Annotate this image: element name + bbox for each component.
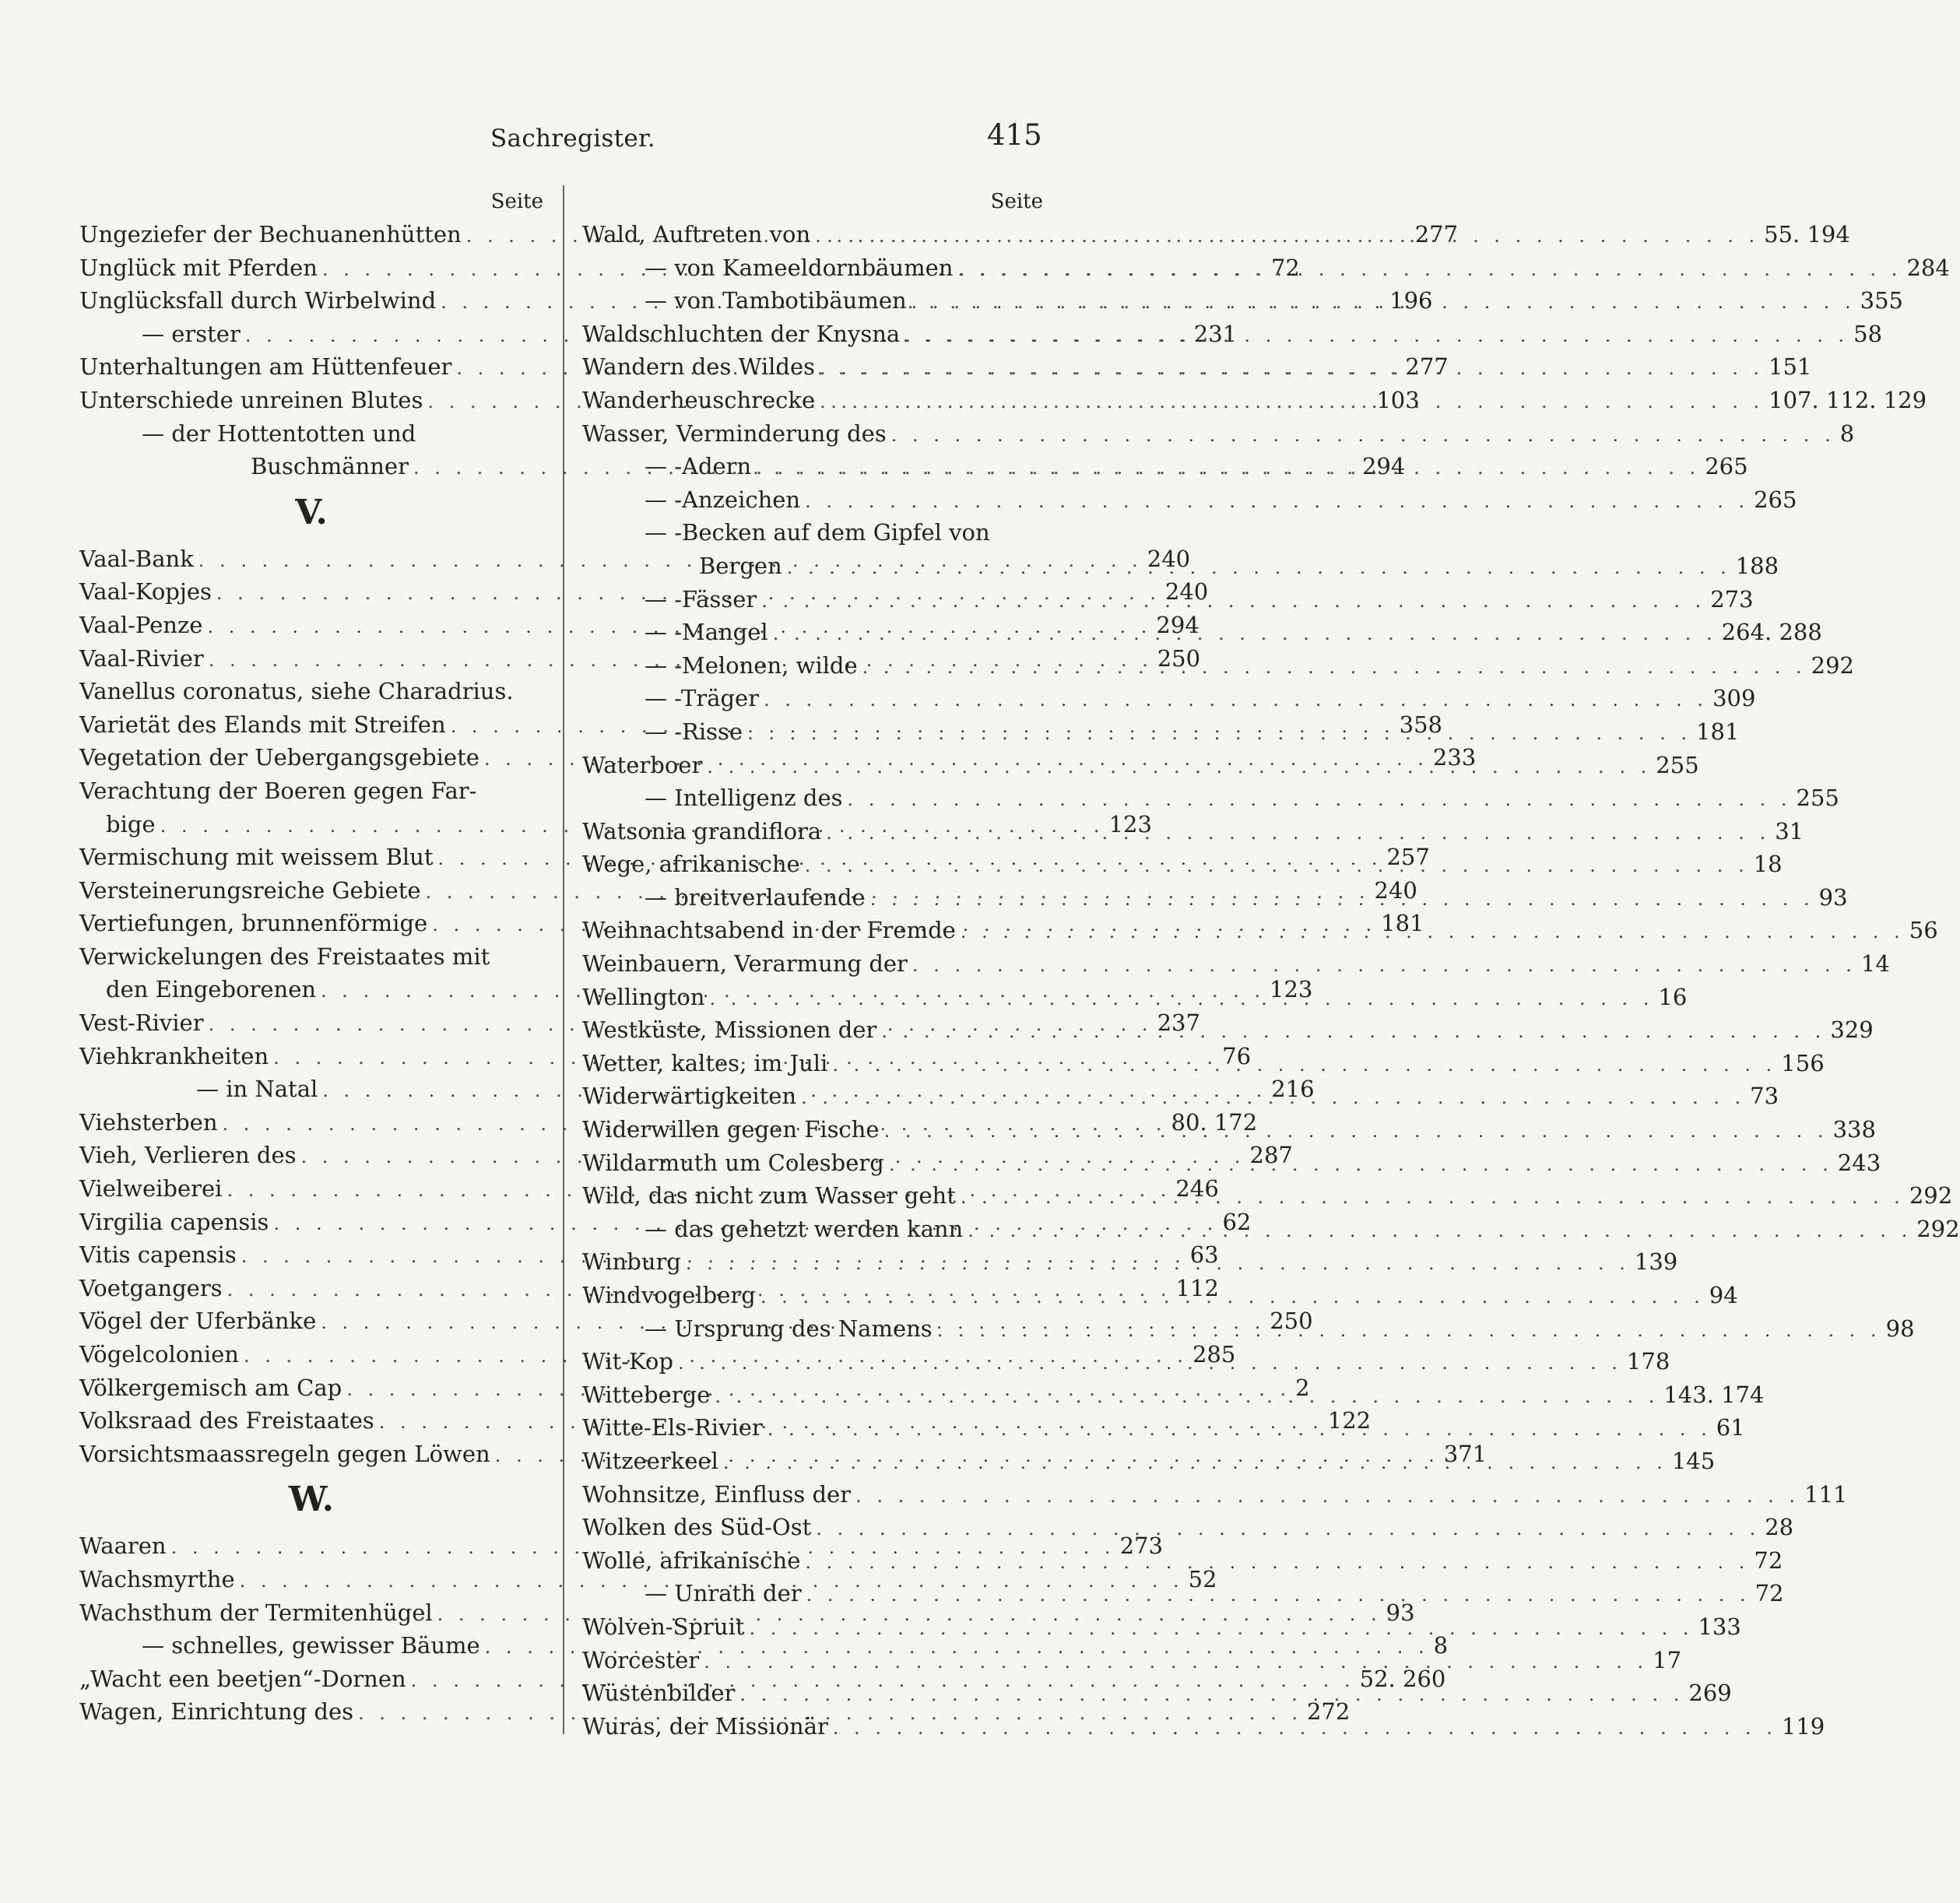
index-term: Vaal-Rivier <box>79 644 204 672</box>
page-ref: 329 <box>1830 1016 1874 1044</box>
index-term: Waaren <box>79 1533 167 1560</box>
index-term: — -Träger <box>645 685 760 712</box>
dot-leader <box>851 1480 1804 1513</box>
page-ref: 28 <box>1765 1514 1794 1541</box>
dot-leader <box>828 1712 1782 1745</box>
index-entry <box>582 1378 1765 1412</box>
page-ref: 284 <box>1906 254 1950 281</box>
index-term: Wit-Kop <box>582 1348 673 1375</box>
page-ref: 52 <box>1188 1565 1217 1592</box>
index-term: Witteberge <box>582 1381 711 1408</box>
page-ref: 265 <box>1705 453 1748 480</box>
index-term: Varietät des Elands mit Streifen <box>79 711 446 738</box>
index-term: Wege, afrikanische <box>582 851 800 878</box>
index-term: Voetgangers <box>79 1274 223 1301</box>
dot-leader <box>704 982 1658 1016</box>
index-entry <box>582 516 1043 549</box>
index-term: den Eingeborenen <box>106 976 317 1003</box>
page-ref: 72 <box>1270 254 1300 281</box>
index-entry <box>79 417 543 451</box>
dot-leader <box>811 1512 1765 1546</box>
index-term: Widerwillen gegen Fische <box>582 1116 880 1143</box>
index-entry <box>582 1644 1682 1677</box>
index-term: Windvogelberg <box>582 1282 756 1308</box>
dot-leader <box>800 849 1754 883</box>
page-ref: 255 <box>1796 785 1839 812</box>
dot-leader <box>827 1048 1781 1082</box>
page-ref: 237 <box>1157 1009 1200 1037</box>
page-ref: 181 <box>1696 718 1740 745</box>
page-ref: 292 <box>1916 1215 1960 1242</box>
index-term: — schnelles, gewisser Bäume <box>142 1632 480 1659</box>
index-term: Vegetation der Uebergangsgebiete <box>79 744 479 771</box>
dot-leader <box>782 551 1736 585</box>
index-term: Vaal-Kopjes <box>79 578 212 606</box>
index-term: — erster <box>142 320 241 347</box>
dot-leader <box>763 1413 1716 1446</box>
page-ref: 72 <box>1755 1580 1784 1607</box>
dot-leader <box>745 1612 1698 1645</box>
index-term: Völkergemisch am Cap <box>79 1374 342 1401</box>
index-term: — Unrath der <box>645 1580 802 1607</box>
dot-leader <box>821 816 1775 850</box>
page-ref: 123 <box>1270 976 1313 1003</box>
page-ref: 246 <box>1175 1175 1219 1203</box>
page-ref: 292 <box>1811 651 1855 679</box>
index-term: — Ursprung des Namens <box>645 1315 933 1342</box>
page-ref: 139 <box>1634 1248 1678 1276</box>
dot-leader <box>956 1181 1909 1214</box>
index-entry <box>79 940 543 974</box>
index-term: Worcester <box>582 1646 700 1673</box>
page-ref: 76 <box>1222 1042 1252 1069</box>
index-entry <box>582 1511 1794 1544</box>
index-term: Witte-Els-Rivier <box>582 1414 763 1441</box>
index-term: Wachsthum der Termitenhügel <box>79 1599 433 1626</box>
page-ref: 52. 260 <box>1359 1665 1446 1692</box>
dot-leader <box>673 1346 1627 1380</box>
index-term: Vermischung mit weissem Blut <box>79 844 434 871</box>
page-ref: 2 <box>1295 1374 1310 1401</box>
section-letter-w: W. <box>289 1480 334 1520</box>
dot-leader <box>953 253 1906 286</box>
page-ref: 257 <box>1386 844 1430 871</box>
page-ref: 294 <box>1361 453 1406 480</box>
page-ref: 188 <box>1735 552 1779 579</box>
page-ref: 255 <box>1656 751 1699 778</box>
page-ref: 133 <box>1698 1613 1741 1640</box>
dot-leader <box>743 717 1696 750</box>
index-term: Verachtung der Boeren gegen Far- <box>79 777 477 804</box>
index-term: Vorsichtsmaassregeln gegen Löwen <box>79 1440 490 1467</box>
index-term: Wild, das nicht zum Wasser geht <box>582 1182 956 1210</box>
index-term: Vest-Rivier <box>79 1009 204 1037</box>
page-ref: 240 <box>1164 578 1209 606</box>
index-term: Vanellus coronatus, siehe Charadrius. <box>79 678 514 705</box>
page-ref: 240 <box>1374 876 1417 904</box>
dot-leader <box>933 1314 1886 1347</box>
dot-leader <box>718 1446 1672 1480</box>
page-ref: 358 <box>1399 711 1442 738</box>
index-term: Weinbauern, Verarmung der <box>582 950 908 978</box>
index-term: — -Adern <box>645 453 752 480</box>
page-ref: 145 <box>1671 1447 1716 1474</box>
page-ref: 111 <box>1804 1480 1848 1508</box>
index-term: — -Melonen, wilde <box>645 651 858 679</box>
dot-leader <box>802 1578 1755 1612</box>
page-ref: 98 <box>1885 1315 1915 1342</box>
dot-leader <box>702 750 1656 784</box>
page-ref: 240 <box>1147 545 1191 572</box>
dot-leader <box>800 485 1754 518</box>
page-ref: 8 <box>1839 420 1855 447</box>
dot-leader <box>887 419 1840 452</box>
page-ref: 243 <box>1837 1149 1881 1176</box>
index-term: Waldschluchten der Knysna <box>582 320 901 347</box>
index-entry <box>582 682 1756 715</box>
index-term: Verwickelungen des Freistaates mit <box>79 943 490 970</box>
index-term: Wildarmuth um Colesberg <box>582 1149 884 1176</box>
index-term: Witzeerkeel <box>582 1447 718 1474</box>
page-ref: 55. 194 <box>1764 221 1850 248</box>
index-term: — -Anzeichen <box>645 486 801 513</box>
page-ref: 103 <box>1376 386 1420 413</box>
index-term: — -Risse <box>645 718 743 745</box>
index-term: — -Mangel <box>645 619 768 646</box>
page-ref: 231 <box>1193 320 1238 347</box>
index-entry <box>582 417 1855 451</box>
index-entry <box>582 1478 1848 1512</box>
seite-label: Seite <box>490 190 543 213</box>
index-term: Vaal-Penze <box>79 611 203 638</box>
index-term: Wetter, kaltes, im Juli <box>582 1049 828 1076</box>
dot-leader <box>756 1280 1709 1314</box>
page-ref: 8 <box>1433 1632 1449 1659</box>
page-ref: 72 <box>1754 1547 1783 1574</box>
dot-leader <box>858 651 1811 684</box>
index-term: Viehsterben <box>79 1108 218 1136</box>
index-term: Watsonia grandiflora <box>582 817 822 844</box>
index-term: Vitis capensis <box>79 1241 237 1269</box>
dot-leader <box>699 1645 1653 1679</box>
dot-leader <box>907 286 1860 319</box>
page-ref: 61 <box>1716 1414 1745 1441</box>
index-term: Wolven-Spruit <box>582 1613 745 1640</box>
index-term: — in Natal <box>196 1076 318 1103</box>
dot-leader <box>810 219 1764 253</box>
page-ref: 338 <box>1832 1116 1876 1143</box>
dot-leader <box>796 1081 1750 1115</box>
index-term: Wandern des Wildes <box>582 353 816 381</box>
index-term: — -Fässer <box>645 585 757 613</box>
index-entry <box>582 483 1797 517</box>
page-ref: 123 <box>1108 810 1152 837</box>
index-term: Waterboer <box>582 751 703 778</box>
dot-leader <box>751 451 1705 485</box>
page-ref: 143. 174 <box>1663 1381 1765 1408</box>
index-term: — Intelligenz des <box>645 785 843 812</box>
dot-leader <box>876 1015 1830 1048</box>
index-term: Ungeziefer der Bechuanenhütten <box>79 221 462 248</box>
dot-leader <box>757 585 1710 618</box>
dot-leader <box>768 617 1722 651</box>
index-term: Unterhaltungen am Hüttenfeuer <box>79 353 452 381</box>
index-term: Widerwärtigkeiten <box>582 1083 797 1110</box>
page-header <box>0 117 1171 163</box>
page-ref: 73 <box>1750 1083 1779 1110</box>
page-ref: 287 <box>1249 1142 1293 1169</box>
index-term: Vieh, Verlieren des <box>79 1142 297 1169</box>
page-ref: 273 <box>1710 585 1754 613</box>
index-term: Viehkrankheiten <box>79 1042 269 1069</box>
index-entry <box>79 675 543 708</box>
index-term: Wanderheuschrecke <box>582 386 816 413</box>
index-term: Volksraad des Freistaates <box>79 1407 374 1434</box>
dot-leader <box>963 1214 1916 1248</box>
index-term: bige <box>106 810 156 837</box>
dot-leader <box>815 352 1769 385</box>
page-ref: 63 <box>1189 1241 1219 1269</box>
page-ref: 181 <box>1381 910 1424 937</box>
index-term: — -Becken auf dem Gipfel von <box>645 519 990 546</box>
dot-leader <box>710 1380 1663 1413</box>
index-term: Virgilia capensis <box>79 1208 269 1235</box>
dot-leader <box>815 385 1769 419</box>
page-ref: 273 <box>1119 1533 1163 1560</box>
page-ref: 31 <box>1775 817 1804 844</box>
dot-leader <box>866 883 1819 916</box>
dot-leader <box>884 1148 1838 1181</box>
page-ref: 355 <box>1860 287 1904 314</box>
index-term: „Wacht een beetjen“-Dornen <box>79 1665 406 1692</box>
page-ref: 93 <box>1386 1599 1415 1626</box>
page-ref: 178 <box>1626 1348 1670 1375</box>
dot-leader <box>800 1546 1754 1579</box>
page-ref: 58 <box>1853 320 1883 347</box>
index-term: Wüstenbilder <box>582 1680 736 1707</box>
page-ref: 277 <box>1405 353 1449 381</box>
page-ref: 233 <box>1432 744 1477 771</box>
section-letter-v: V. <box>295 492 328 532</box>
page-ref: 17 <box>1653 1646 1682 1673</box>
page-ref: 14 <box>1860 950 1890 978</box>
page-ref: 93 <box>1818 883 1848 911</box>
index-term: Westküste, Missionen der <box>582 1016 877 1044</box>
page-ref: 94 <box>1709 1282 1738 1308</box>
page-ref: 107. 112. 129 <box>1769 386 1927 413</box>
dot-leader <box>681 1247 1635 1280</box>
page-ref: 216 <box>1271 1076 1315 1103</box>
page-ref: 196 <box>1389 287 1433 314</box>
page-ref: 62 <box>1222 1208 1252 1235</box>
dot-leader <box>900 319 1853 353</box>
page-ref: 285 <box>1192 1341 1236 1368</box>
dot-leader <box>908 949 1861 982</box>
index-term: Bergen <box>699 552 782 579</box>
page-ref: 151 <box>1769 353 1812 381</box>
dot-leader <box>735 1678 1688 1712</box>
page-ref: 156 <box>1781 1049 1825 1076</box>
index-term: Vögel der Uferbänke <box>79 1308 317 1335</box>
dot-leader <box>956 915 1909 949</box>
page-ref: 264. 288 <box>1721 619 1822 646</box>
index-term: Winburg <box>582 1248 681 1276</box>
page-ref: 309 <box>1712 685 1756 712</box>
index-term: — breitverlaufende <box>645 883 866 911</box>
page-ref: 112 <box>1175 1274 1219 1301</box>
page-ref: 292 <box>1909 1182 1953 1210</box>
page-ref: 269 <box>1688 1680 1732 1707</box>
index-term: Vaal-Bank <box>79 545 194 572</box>
index-term: — der Hottentotten und <box>142 420 416 447</box>
dot-leader <box>843 783 1797 816</box>
index-term: Wuras, der Missionär <box>582 1712 828 1740</box>
page-ref: 16 <box>1658 983 1688 1010</box>
page-ref: 250 <box>1157 644 1201 672</box>
index-term: Versteinerungsreiche Gebiete <box>79 876 421 904</box>
index-term: — von Tambotibäumen <box>645 287 907 314</box>
index-term: Vielweiberei <box>79 1175 223 1203</box>
index-term: Wellington <box>582 983 705 1010</box>
index-term: — das gehetzt werden kann <box>645 1215 964 1242</box>
index-term: Vertiefungen, brunnenförmige <box>79 910 428 937</box>
page-ref: 80. 172 <box>1171 1108 1258 1136</box>
index-term: Wohnsitze, Einfluss der <box>582 1480 852 1508</box>
index-term: Buschmänner <box>251 453 409 480</box>
index-term: Wolle, afrikanische <box>582 1547 801 1574</box>
page-ref: 277 <box>1414 221 1459 248</box>
index-term: Wasser, Verminderung des <box>582 420 887 447</box>
page-ref: 371 <box>1443 1440 1488 1467</box>
index-term: Wagen, Einrichtung des <box>79 1698 353 1726</box>
index-term: Unterschiede unreinen Blutes <box>79 386 423 413</box>
index-term: Wachsmyrthe <box>79 1565 235 1592</box>
seite-label: Seite <box>990 190 1043 213</box>
index-entry <box>79 774 543 808</box>
page-ref: 122 <box>1327 1407 1372 1434</box>
page-ref: 119 <box>1781 1712 1825 1740</box>
page-ref: 250 <box>1270 1308 1313 1335</box>
page-ref: 294 <box>1156 611 1200 638</box>
page-ref: 265 <box>1754 486 1797 513</box>
index-term: Unglück mit Pferden <box>79 254 318 281</box>
index-term: Weihnachtsabend in der Fremde <box>582 917 956 944</box>
index-term: Vögelcolonien <box>79 1341 239 1368</box>
dot-leader <box>759 683 1712 717</box>
page-ref: 18 <box>1753 851 1783 878</box>
index-term: Wald, Auftreten von <box>582 221 811 248</box>
index-entry <box>582 781 1839 815</box>
index-entry <box>582 947 1890 981</box>
index-term: Unglücksfall durch Wirbelwind <box>79 287 437 314</box>
running-title: Sachregister. <box>490 125 655 153</box>
page-ref: 56 <box>1909 917 1938 944</box>
page-number: 415 <box>987 118 1042 152</box>
index-term: Wolken des Süd-Ost <box>582 1514 812 1541</box>
dot-leader <box>880 1115 1833 1148</box>
page-ref: 272 <box>1306 1698 1351 1726</box>
index-term: — von Kameeldornbäumen <box>645 254 954 281</box>
